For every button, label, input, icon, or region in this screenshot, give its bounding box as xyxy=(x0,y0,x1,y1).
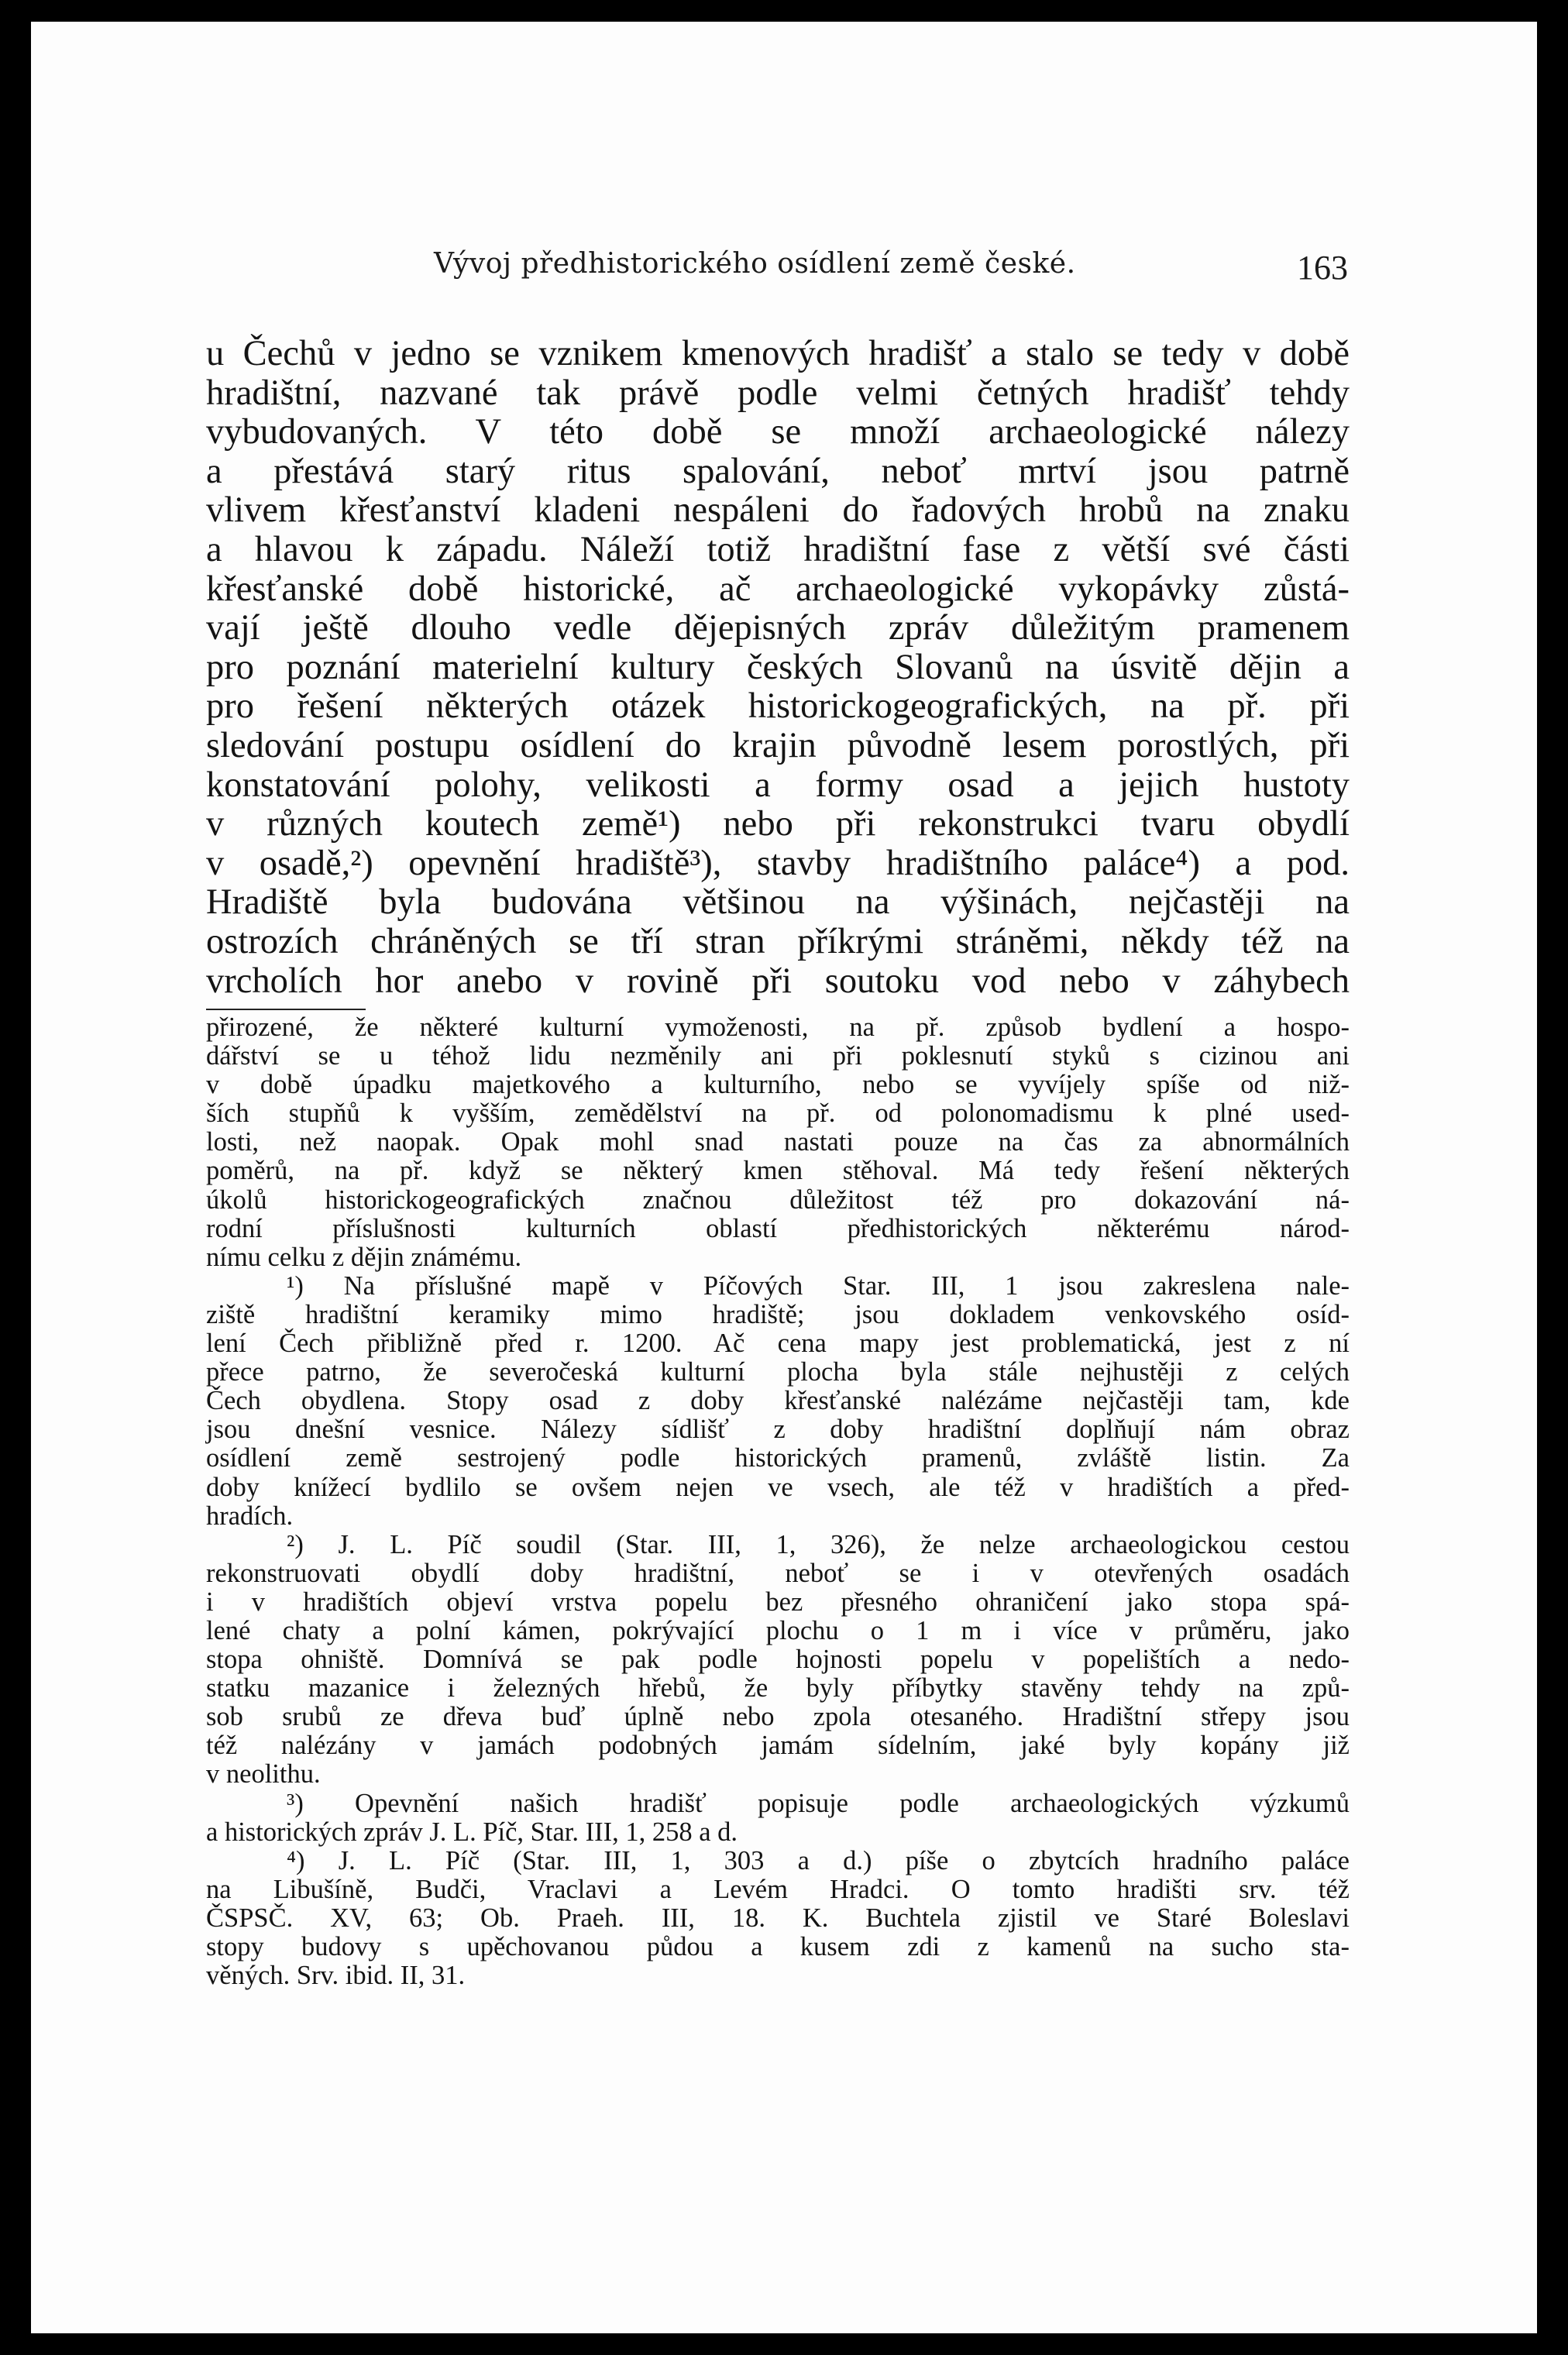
running-header xyxy=(434,248,1348,294)
footnote-separator xyxy=(206,1009,366,1010)
page-number: 163 xyxy=(1297,249,1348,287)
footnote-line: rodní příslušnosti kulturních oblastí předhistorických některému národ- xyxy=(206,1213,1350,1243)
footnote-2-line: ²) J. L. Píč soudil (Star. III, 1, 326), že nelze archaeologickou cestou xyxy=(287,1529,1350,1559)
body-line: u Čechů v jedno se vznikem kmenových hradišť a stalo se tedy v době xyxy=(206,334,1350,373)
footnote-3-line: ³) Opevnění našich hradišť popisuje podle archaeologických výzkumů xyxy=(287,1788,1350,1818)
footnote-1-line: osídlení země sestrojený podle historických pramenů, zvláště listin. Za xyxy=(206,1443,1350,1473)
footnote-line: ších stupňů k vyšším, zemědělství na př. od polonomadismu k plné used- xyxy=(206,1098,1350,1129)
body-line: v různých koutech země¹) nebo při rekonstrukci tvaru obydlí xyxy=(206,804,1350,844)
footnote-2-line: statku mazanice i železných hřebů, že byly příbytky stavěny tehdy na způ- xyxy=(206,1673,1350,1704)
footnote-line: poměrů, na př. když se některý kmen stěhoval. Má tedy řešení některých xyxy=(206,1156,1350,1186)
footnote-2-line: lené chaty a polní kámen, pokrývající plochu o 1 m i více v průměru, jako xyxy=(206,1615,1350,1645)
body-line: hradištní, nazvané tak právě podle velmi četných hradišť tehdy xyxy=(206,373,1350,413)
footnote-2-line: i v hradištích objeví vrstva popelu bez přesného ohraničení jako stopa spá- xyxy=(206,1587,1350,1617)
footnote-2-line: v neolithu. xyxy=(206,1759,321,1789)
footnotes xyxy=(206,1013,1350,1990)
footnote-4-line: na Libušíně, Budči, Vraclavi a Levém Hradci. O tomto hradišti srv. též xyxy=(206,1874,1350,1904)
footnote-3-line: a historických zpráv J. L. Píč, Star. III, 1, 258 a d. xyxy=(206,1817,738,1847)
book-page xyxy=(31,22,1537,2333)
body-line: ostrozích chráněných se tří stran příkrými stráněmi, někdy též na xyxy=(206,921,1350,961)
footnote-line: losti, než naopak. Opak mohl snad nastati pouze na čas za abnormálních xyxy=(206,1127,1350,1157)
footnote-2-line: sob srubů ze dřeva buď úplně nebo zpola otesaného. Hradištní střepy jsou xyxy=(206,1702,1350,1732)
footnote-1-line: ziště hradištní keramiky mimo hradiště; jsou dokladem venkovského osíd- xyxy=(206,1299,1350,1329)
footnote-1-line: hradích. xyxy=(206,1501,294,1531)
footnote-line: v době úpadku majetkového a kulturního, nebo se vyvíjely spíše od niž- xyxy=(206,1070,1350,1100)
footnote-line: přirozené, že některé kulturní vymoženosti, na př. způsob bydlení a hospo- xyxy=(206,1012,1350,1042)
body-line: vlivem křesťanství kladeni nespáleni do řadových hrobů na znaku xyxy=(206,490,1350,531)
body-line: vrcholích hor anebo v rovině při soutoku vod nebo v záhybech xyxy=(206,961,1350,1001)
footnote-1-line: přece patrno, že severočeská kulturní plocha byla stále nejhustěji z celých xyxy=(206,1357,1350,1387)
body-line: Hradiště byla budována většinou na výšinách, nejčastěji na xyxy=(206,882,1350,923)
body-line: v osadě,²) opevnění hradiště³), stavby hradištního paláce⁴) a pod. xyxy=(206,843,1350,883)
footnote-2-line: též nalézány v jamách podobných jamám sídelním, jaké byly kopány již xyxy=(206,1731,1350,1761)
body-line: sledování postupu osídlení do krajin původně lesem porostlých, při xyxy=(206,725,1350,765)
footnote-4-line: stopy budovy s upěchovanou půdou a kusem zdi z kamenů na sucho sta- xyxy=(206,1932,1350,1961)
footnote-1-line: doby knížecí bydlilo se ovšem nejen ve vsech, ale též v hradištích a před- xyxy=(206,1472,1350,1502)
body-line: vají ještě dlouho vedle dějepisných zpráv důležitým pramenem xyxy=(206,608,1350,648)
footnote-line: dářství se u téhož lidu nezměnily ani při poklesnutí styků s cizinou ani xyxy=(206,1041,1350,1071)
footnote-2-line: stopa ohniště. Domnívá se pak podle hojnosti popelu v popelištích a nedo- xyxy=(206,1645,1350,1675)
footnote-1-line: Čech obydlena. Stopy osad z doby křesťanské nalézáme nejčastěji tam, kde xyxy=(206,1386,1350,1416)
footnote-1-line: lení Čech přibližně před r. 1200. Ač cena mapy jest problematická, jest z ní xyxy=(206,1329,1350,1359)
footnote-4-line: ČSPSČ. XV, 63; Ob. Praeh. III, 18. K. Buchtela zjistil ve Staré Boleslavi xyxy=(206,1903,1350,1933)
body-line: a hlavou k západu. Náleží totiž hradištní fase z větší své části xyxy=(206,529,1350,569)
footnote-line: úkolů historickogeografických značnou důležitost též pro dokazování ná- xyxy=(206,1184,1350,1215)
footnote-4-line: ⁴) J. L. Píč (Star. III, 1, 303 a d.) píše o zbytcích hradního paláce xyxy=(287,1845,1350,1875)
footnote-line: nímu celku z dějin známému. xyxy=(206,1242,522,1272)
body-text xyxy=(206,335,1350,1001)
body-line: křesťanské době historické, ač archaeologické vykopávky zůstá- xyxy=(206,569,1350,609)
footnote-2-line: rekonstruovati obydlí doby hradištní, neboť se i v otevřených osadách xyxy=(206,1558,1350,1588)
body-line: vybudovaných. V této době se množí archaeologické nálezy xyxy=(206,412,1350,452)
body-line: konstatování polohy, velikosti a formy osad a jejich hustoty xyxy=(206,765,1350,805)
footnote-1-line: ¹) Na příslušné mapě v Píčových Star. III, 1 jsou zakreslena nale- xyxy=(287,1270,1350,1301)
body-line: pro řešení některých otázek historickogeografických, na př. při xyxy=(206,686,1350,727)
running-title: Vývoj předhistorického osídlení země české. xyxy=(434,248,1076,280)
body-line: a přestává starý ritus spalování, neboť mrtví jsou patrně xyxy=(206,451,1350,491)
footnote-4-line: věných. Srv. ibid. II, 31. xyxy=(206,1961,466,1991)
footnote-1-line: jsou dnešní vesnice. Nálezy sídlišť z doby hradištní doplňují nám obraz xyxy=(206,1415,1350,1445)
body-line: pro poznání materielní kultury českých Slovanů na úsvitě dějin a xyxy=(206,647,1350,687)
